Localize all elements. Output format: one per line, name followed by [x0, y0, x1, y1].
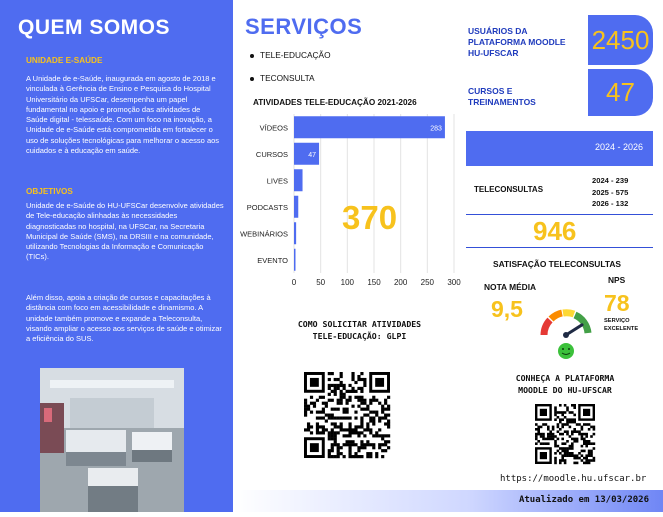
quem-somos-title: QUEM SOMOS — [18, 16, 171, 39]
data-label: 47 — [308, 151, 317, 159]
bar-webinários — [294, 222, 296, 244]
category-label: LIVES — [266, 176, 288, 186]
data-label: 283 — [430, 125, 442, 133]
x-tick-label: 100 — [340, 278, 355, 287]
x-tick-label: 200 — [393, 278, 408, 287]
glpi-qr-code[interactable] — [304, 372, 390, 458]
x-tick-label: 250 — [420, 278, 435, 287]
teleconsultas-total: 946 — [533, 216, 577, 246]
x-tick-label: 150 — [367, 278, 381, 287]
period-banner: 2024 - 2026 — [466, 131, 653, 166]
category-label: WEBINÁRIOS — [240, 229, 288, 239]
category-label: VÍDEOS — [259, 123, 288, 133]
usuarios-label: USUÁRIOS DA PLATAFORMA MOODLE HU-UFSCAR — [468, 26, 566, 58]
bar-vídeos — [294, 116, 445, 138]
unidade-heading: UNIDADE E-SAÚDE — [26, 56, 103, 65]
moodle-qr-code[interactable] — [535, 404, 595, 464]
bar-lives — [294, 169, 303, 191]
servicos-title: SERVIÇOS — [245, 14, 363, 39]
footer-strip — [233, 490, 663, 512]
nps-value: 78 — [604, 290, 630, 316]
category-label: CURSOS — [255, 149, 288, 159]
conheca-text: CONHEÇA A PLATAFORMA MOODLE DO HU-UFSCAR — [515, 373, 615, 395]
lab-photo — [40, 368, 184, 512]
left-panel — [0, 0, 233, 512]
category-label: EVENTO — [257, 255, 288, 265]
service-item-teleeducacao: TELE-EDUCAÇÃO — [250, 50, 331, 60]
x-tick-label: 50 — [316, 278, 326, 287]
nps-label: NPS — [608, 275, 626, 285]
objetivos-heading: OBJETIVOS — [26, 187, 73, 196]
service-item-teleconsulta: TECONSULTA — [250, 73, 315, 83]
divider — [466, 214, 653, 215]
usuarios-value: 2450 — [588, 15, 653, 65]
nota-media-label: NOTA MÉDIA — [484, 282, 537, 292]
teleconsultas-label: TELECONSULTAS — [474, 185, 544, 194]
cursos-label: CURSOS E TREINAMENTOS — [468, 86, 536, 107]
satisfacao-title: SATISFAÇÃO TELECONSULTAS — [493, 259, 621, 269]
total-atividades-value: 370 — [342, 199, 398, 236]
objetivos-text-2: Além disso, apoia a criação de cursos e capacitações à distância com foco em acessibilidade e dinamismo. A unidade também promove e expande a Teleconsulta, visando ampliar o acesso aos serviços de saúde e otimizar a eficiência do SUS. — [26, 293, 222, 344]
category-label: PODCASTS — [246, 202, 288, 212]
x-tick-label: 300 — [447, 278, 461, 287]
nota-media-value: 9,5 — [491, 296, 523, 322]
nps-description: SERVIÇO EXCELENTE — [604, 318, 639, 332]
satisfaction-gauge-icon — [538, 305, 594, 361]
bullet-icon — [250, 77, 254, 81]
objetivos-text: Unidade de e-Saúde do HU-UFSCar desenvolve atividades de Tele-educação alinhadas às necessidades diagnosticadas no hospital, na UFSCar, na Secretaria Municipal de Saúde (SMS), na DRSIII e na comunidade, utilizando Tecnologias da Informação e Comunicação (TICs). — [26, 201, 224, 262]
x-tick-label: 0 — [291, 278, 297, 287]
solicitar-text: COMO SOLICITAR ATIVIDADES TELE-EDUCAÇÃO: GLPI — [297, 319, 422, 341]
updated-date: Atualizado em 13/03/2026 — [518, 495, 649, 505]
cursos-value: 47 — [588, 69, 653, 116]
moodle-url-link[interactable]: https://moodle.hu.ufscar.br — [500, 474, 647, 484]
bullet-icon — [250, 54, 254, 58]
divider — [466, 247, 653, 248]
bar-evento — [294, 249, 296, 271]
unidade-text: A Unidade de e-Saúde, inaugurada em agosto de 2018 e vinculada à Gerência de Ensino e Pesquisa do Hospital Universitário da UFSCar, desempenha um papel fundamental no apoio e promoção das atividades de Saúde digital - telessaúde. Com um foco na inovação, a Unidade de e-Saúde está comprometida em fortalecer o uso de soluções tecnológicas para melhorar o acesso aos cuidados e à educação em saúde. — [26, 74, 220, 156]
teleconsultas-years: 2024 - 239 2025 - 575 2026 - 132 — [592, 176, 629, 208]
bar-podcasts — [294, 196, 298, 218]
chart-title: ATIVIDADES TELE-EDUCAÇÃO 2021-2026 — [253, 98, 417, 107]
